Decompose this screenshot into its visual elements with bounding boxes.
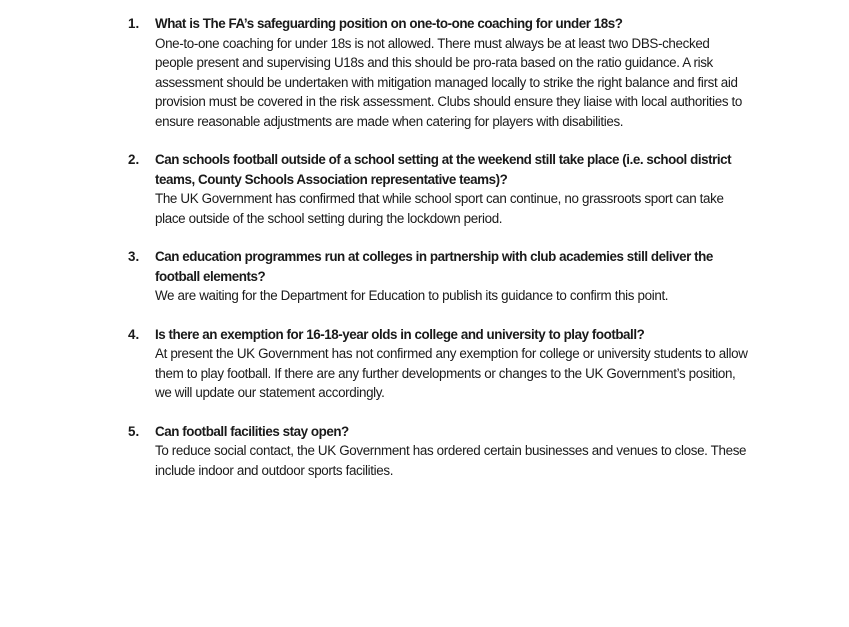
faq-item bbox=[128, 422, 748, 481]
faq-answer: To reduce social contact, the UK Government has ordered certain businesses and venues to close. These include indoor and outdoor sports facilities. bbox=[155, 443, 747, 478]
faq-question: Can education programmes run at colleges in partnership with club academies still deliver the football elements? bbox=[155, 249, 713, 284]
faq-question: What is The FA’s safeguarding position on one-to-one coaching for under 18s? bbox=[155, 16, 623, 31]
faq-question: Can schools football outside of a school setting at the weekend still take place (i.e. school district teams, County Schools Association representative teams)? bbox=[155, 152, 732, 187]
faq-item bbox=[128, 14, 748, 131]
faq-item bbox=[128, 247, 748, 306]
faq-answer: We are waiting for the Department for Education to publish its guidance to confirm this point. bbox=[155, 288, 669, 303]
faq-number: 2. bbox=[128, 152, 140, 167]
faq-number: 3. bbox=[128, 249, 140, 264]
faq-answer: The UK Government has confirmed that while school sport can continue, no grassroots sport can take place outside of the school setting during the lockdown period. bbox=[155, 191, 724, 226]
faq-question: Can football facilities stay open? bbox=[155, 423, 349, 439]
faq-question: Is there an exemption for 16-18-year olds in college and university to play football? bbox=[155, 326, 645, 342]
faq-number: 4. bbox=[128, 326, 140, 342]
faq-number: 5. bbox=[128, 423, 140, 439]
faq-answer: At present the UK Government has not confirmed any exemption for college or university students to allow them to play football. If there are any further developments or changes to the UK Government’s position, we will update our statement accordingly. bbox=[155, 346, 748, 400]
faq-list bbox=[128, 14, 748, 499]
faq-item bbox=[128, 150, 748, 228]
faq-answer: One-to-one coaching for under 18s is not allowed. There must always be at least two DBS-checked people present and supervising U18s and this should be pro-rata based on the ratio guidance. A risk assessment should be undertaken with mitigation managed locally to strike the right balance and first aid provision must be covered in the risk assessment. Clubs should ensure they liaise with local authorities to ensure reasonable adjustments are made when catering for players with disabilities. bbox=[155, 35, 743, 129]
faq-number: 1. bbox=[128, 16, 140, 31]
faq-item bbox=[128, 325, 748, 403]
